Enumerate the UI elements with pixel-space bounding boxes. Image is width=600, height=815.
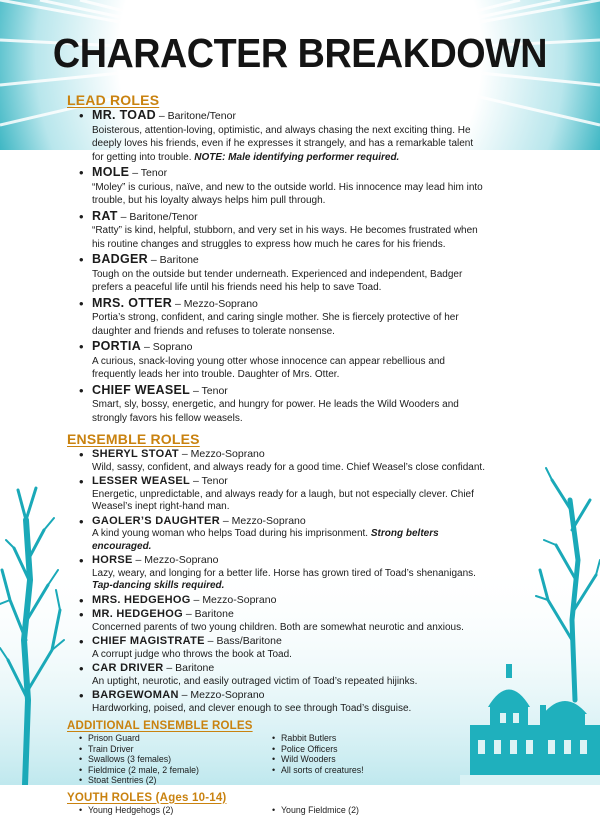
role-name: BARGEWOMAN bbox=[92, 689, 179, 701]
role-header bbox=[92, 384, 487, 399]
role-header bbox=[92, 608, 487, 622]
list-item: • Stoat Sentries (2) bbox=[79, 775, 272, 786]
list-item: • Swallows (3 females) bbox=[79, 754, 272, 765]
role-voice-type: – Tenor bbox=[190, 385, 228, 397]
role-header bbox=[92, 689, 487, 703]
role-note: NOTE: Male identifying performer required. bbox=[194, 152, 399, 163]
list-item: • Wild Wooders bbox=[272, 754, 465, 765]
list-item: • All sorts of creatures! bbox=[272, 765, 465, 776]
role-item bbox=[79, 384, 487, 426]
role-description bbox=[92, 462, 487, 475]
role-description-text: “Moley” is curious, naïve, and new to the outside world. His innocence may lead him into trouble, but his loyalty always helps him pull through. bbox=[92, 182, 483, 207]
role-voice-type: – Baritone/Tenor bbox=[118, 211, 198, 223]
role-description bbox=[92, 268, 487, 295]
role-voice-type: – Tenor bbox=[190, 475, 228, 487]
ensemble-roles-section bbox=[67, 431, 487, 715]
role-item bbox=[79, 608, 487, 634]
role-name: MR. HEDGEHOG bbox=[92, 608, 183, 620]
role-name: MOLE bbox=[92, 165, 129, 179]
role-description-text: Hardworking, poised, and clever enough to see through Toad’s disguise. bbox=[92, 703, 411, 714]
additional-roles-right-column bbox=[272, 733, 465, 786]
content-area bbox=[67, 92, 487, 815]
role-description-text: Smart, sly, bossy, energetic, and hungry for power. He leads the Wild Wooders and strongly favors his fellow weasels. bbox=[92, 399, 459, 424]
role-header bbox=[92, 109, 487, 124]
role-voice-type: – Mezzo-Soprano bbox=[179, 689, 265, 701]
role-name: CAR DRIVER bbox=[92, 662, 163, 674]
role-voice-type: – Bass/Baritone bbox=[205, 635, 282, 647]
role-description bbox=[92, 568, 487, 593]
role-voice-type: – Mezzo-Soprano bbox=[172, 298, 258, 310]
list-item: • Fieldmice (2 male, 2 female) bbox=[79, 765, 272, 776]
role-voice-type: – Baritone/Tenor bbox=[156, 110, 236, 122]
role-item bbox=[79, 109, 487, 164]
role-name: CHIEF WEASEL bbox=[92, 383, 190, 397]
role-item bbox=[79, 662, 487, 688]
role-description-text: Tough on the outside but tender underneath. Experienced and independent, Badger prefers a peaceful life until his friends need his help to save Toad. bbox=[92, 269, 462, 294]
role-voice-type: – Soprano bbox=[141, 341, 192, 353]
role-name: RAT bbox=[92, 209, 118, 223]
role-description-text: “Ratty” is kind, helpful, stubborn, and very set in his ways. He becomes frustrated when his routine changes and struggles to express how much he cares for his friends. bbox=[92, 225, 478, 250]
role-item bbox=[79, 635, 487, 661]
role-item bbox=[79, 475, 487, 514]
role-name: BADGER bbox=[92, 252, 148, 266]
role-item bbox=[79, 166, 487, 208]
role-item bbox=[79, 253, 487, 295]
list-item: • Police Officers bbox=[272, 744, 465, 755]
role-header bbox=[92, 554, 487, 568]
role-voice-type: – Mezzo-Soprano bbox=[179, 448, 265, 460]
role-description-text: Wild, sassy, confident, and always ready for a good time. Chief Weasel’s close confidant. bbox=[92, 462, 485, 473]
role-description-text: Portia’s strong, confident, and caring single mother. She is fiercely protective of her daughter and friends and refuses to tolerate nonsense. bbox=[92, 312, 459, 337]
role-voice-type: – Baritone bbox=[183, 608, 234, 620]
list-item: • Train Driver bbox=[79, 744, 272, 755]
role-description bbox=[92, 311, 487, 338]
role-header bbox=[92, 635, 487, 649]
list-item: • Young Hedgehogs (2) bbox=[79, 805, 272, 815]
role-name: CHIEF MAGISTRATE bbox=[92, 635, 205, 647]
role-name: MR. TOAD bbox=[92, 108, 156, 122]
role-voice-type: – Mezzo-Soprano bbox=[220, 515, 306, 527]
role-description-text: An uptight, neurotic, and easily outraged victim of Toad’s repeated hijinks. bbox=[92, 676, 417, 687]
role-name: PORTIA bbox=[92, 339, 141, 353]
list-item: • Prison Guard bbox=[79, 733, 272, 744]
role-description-text: Concerned parents of two young children. Both are somewhat neurotic and anxious. bbox=[92, 622, 464, 633]
youth-roles-heading: YOUTH ROLES (Ages 10-14) bbox=[67, 792, 487, 804]
role-item bbox=[79, 210, 487, 252]
role-description-text: Lazy, weary, and longing for a better life. Horse has grown tired of Toad’s shenanigans. bbox=[92, 568, 476, 579]
role-item bbox=[79, 340, 487, 382]
role-header bbox=[92, 210, 487, 225]
lead-roles-section bbox=[67, 92, 487, 425]
role-name: SHERYL STOAT bbox=[92, 448, 179, 460]
ensemble-roles-list bbox=[67, 448, 487, 715]
role-description bbox=[92, 398, 487, 425]
role-header bbox=[92, 475, 487, 489]
role-item bbox=[79, 554, 487, 593]
role-description bbox=[92, 181, 487, 208]
role-note: Strong belters encouraged. bbox=[92, 528, 439, 552]
role-description bbox=[92, 622, 487, 635]
role-item bbox=[79, 448, 487, 474]
role-header bbox=[92, 515, 487, 529]
additional-ensemble-heading: ADDITIONAL ENSEMBLE ROLES bbox=[67, 720, 487, 732]
role-description bbox=[92, 528, 487, 553]
lead-roles-list bbox=[67, 109, 487, 425]
page-title: CHARACTER BREAKDOWN bbox=[24, 30, 576, 77]
list-item: • Young Fieldmice (2) bbox=[272, 805, 465, 815]
role-description-text: A kind young woman who helps Toad during his imprisonment. bbox=[92, 528, 371, 539]
additional-roles-left-column bbox=[79, 733, 272, 786]
role-note: Tap-dancing skills required. bbox=[92, 580, 224, 591]
role-voice-type: – Baritone bbox=[163, 662, 214, 674]
role-item bbox=[79, 594, 487, 608]
role-description bbox=[92, 224, 487, 251]
role-description bbox=[92, 489, 487, 514]
role-name: MRS. HEDGEHOG bbox=[92, 594, 191, 606]
role-description-text: Energetic, unpredictable, and always ready for a laugh, but not especially clever. Chief Weasel’s inept right-hand man. bbox=[92, 489, 474, 513]
role-name: MRS. OTTER bbox=[92, 296, 172, 310]
role-header bbox=[92, 166, 487, 181]
role-header bbox=[92, 662, 487, 676]
role-name: LESSER WEASEL bbox=[92, 475, 190, 487]
role-item bbox=[79, 297, 487, 339]
role-header bbox=[92, 448, 487, 462]
role-description bbox=[92, 355, 487, 382]
ensemble-roles-heading: ENSEMBLE ROLES bbox=[67, 431, 487, 447]
youth-roles-left-column bbox=[79, 805, 272, 815]
role-description-text: A corrupt judge who throws the book at Toad. bbox=[92, 649, 292, 660]
role-voice-type: – Baritone bbox=[148, 254, 199, 266]
role-header bbox=[92, 297, 487, 312]
role-header bbox=[92, 594, 487, 608]
role-description bbox=[92, 703, 487, 716]
role-description bbox=[92, 649, 487, 662]
role-voice-type: – Mezzo-Soprano bbox=[191, 594, 277, 606]
list-item: • Rabbit Butlers bbox=[272, 733, 465, 744]
role-item bbox=[79, 689, 487, 715]
role-item bbox=[79, 515, 487, 554]
role-header bbox=[92, 253, 487, 268]
role-description-text: Boisterous, attention-loving, optimistic, and always chasing the next exciting thing. He deeply loves his friends, even if he expresses it strangely, and has a remarkable talent for getting into trouble. bbox=[92, 125, 473, 163]
role-header bbox=[92, 340, 487, 355]
additional-ensemble-section bbox=[67, 720, 487, 786]
youth-roles-right-column bbox=[272, 805, 465, 815]
role-voice-type: – Tenor bbox=[129, 167, 167, 179]
role-voice-type: – Mezzo-Soprano bbox=[133, 554, 219, 566]
role-description-text: A curious, snack-loving young otter whose innocence can appear rebellious and frequently leads her into trouble. Daughter of Mrs. Otter. bbox=[92, 356, 445, 381]
role-name: GAOLER’S DAUGHTER bbox=[92, 515, 220, 527]
youth-roles-section bbox=[67, 792, 487, 815]
role-description bbox=[92, 676, 487, 689]
lead-roles-heading: LEAD ROLES bbox=[67, 92, 487, 108]
role-name: HORSE bbox=[92, 554, 133, 566]
role-description bbox=[92, 124, 487, 165]
